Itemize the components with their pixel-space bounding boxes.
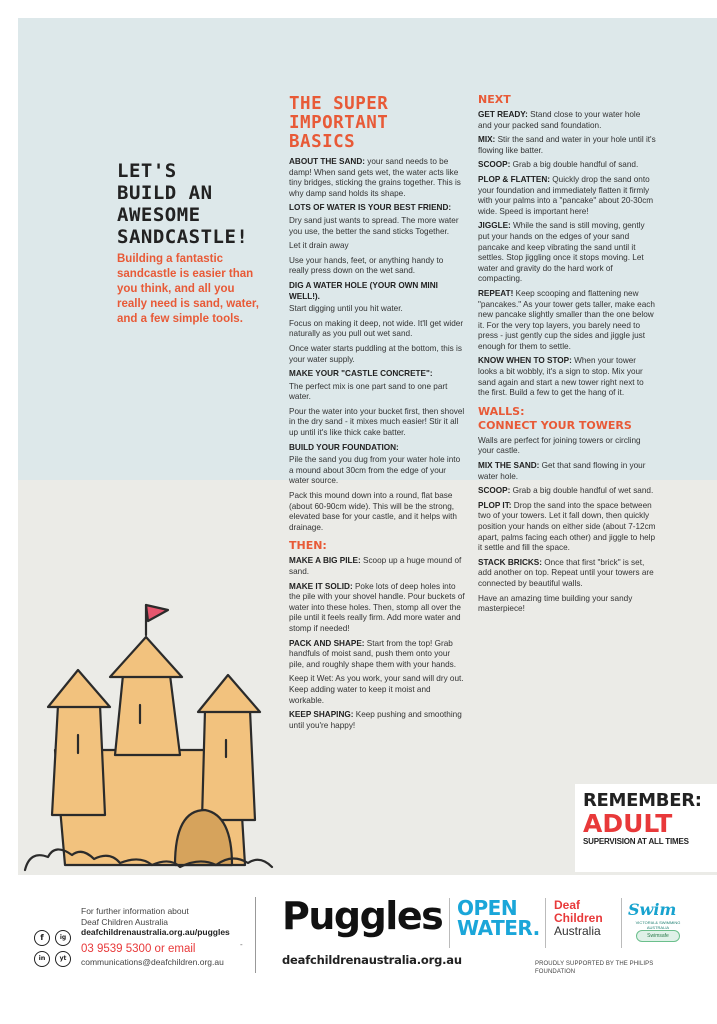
swim-word: Swim	[628, 900, 677, 919]
step-text: When your tower looks a bit wobbly, it's a sign to stop. Mix your sand again and start a new tower right next to the first. Build a few to get the hang of it.	[478, 356, 644, 398]
step	[478, 289, 656, 353]
step-label: MAKE A BIG PILE:	[289, 556, 361, 566]
footer-puggles-link[interactable]: deafchildrenaustralia.org.au/puggles	[81, 927, 230, 937]
step	[478, 110, 656, 131]
paragraph: Walls are perfect for joining towers or circling your castle.	[478, 435, 641, 456]
step-text: While the sand is still moving, gently put your hands on the edges of your sand pancake and keep vibrating the sand until it settles. Stop jiggling once it stops moving. Let water and gravity do the hard work of compacting.	[478, 221, 645, 284]
paragraph: Use your hands, feet, or anything handy to really press down on the wet sand.	[289, 255, 444, 276]
right-roof	[198, 675, 260, 712]
footer-dash: -	[240, 940, 243, 949]
logo-separator	[545, 898, 546, 948]
step-label: SCOOP:	[478, 160, 511, 170]
remember-adult: ADULT	[583, 809, 673, 838]
subheading: BUILD YOUR FOUNDATION:	[289, 442, 399, 452]
logo-separator	[449, 898, 450, 948]
next-heading: NEXT	[478, 93, 511, 106]
footer-phone[interactable]: 03 9539 5300 or email	[81, 943, 196, 955]
basics-heading-line: BASICS	[289, 132, 356, 152]
step-text: Keep pushing and smoothing until you're happy!	[289, 710, 462, 730]
swim-subtitle: VICTORIA & SWIMMING AUSTRALIA	[635, 920, 681, 930]
step	[478, 221, 656, 285]
then-heading: THEN:	[289, 539, 327, 553]
dca-line: Australia	[554, 924, 601, 938]
step-label: MAKE IT SOLID:	[289, 581, 353, 591]
step-text: Get that sand flowing in your water hole.	[478, 461, 646, 481]
column-basics	[289, 95, 465, 735]
step	[478, 175, 656, 217]
center-tower	[115, 675, 180, 755]
subheading: MAKE YOUR "CASTLE CONCRETE":	[289, 369, 433, 379]
paragraph: The perfect mix is one part sand to one part water.	[289, 381, 448, 402]
step-label: JIGGLE:	[478, 221, 511, 231]
remember-subtitle: SUPERVISION AT ALL TIMES	[583, 837, 689, 846]
basics-heading	[289, 95, 465, 152]
step-label: MIX:	[478, 135, 496, 145]
center-roof	[110, 637, 182, 677]
left-tower	[52, 705, 105, 815]
sandcastle-illustration	[20, 565, 275, 875]
intro-title-line: SANDCASTLE!	[117, 226, 249, 248]
step-label: SCOOP:	[478, 486, 511, 496]
paragraph: Keep it Wet: As you work, your sand will dry out. Keep adding water to keep it moist and workable.	[289, 674, 464, 705]
step-text: Start from the top! Grab handfuls of moist sand, push them onto your pile, and roughly shape them with your hands.	[289, 638, 457, 669]
dca-line: Deaf	[554, 898, 581, 912]
step-label: REPEAT!	[478, 288, 514, 298]
puggles-logo: Puggles	[282, 894, 443, 938]
step	[478, 160, 656, 171]
walls-heading-line: WALLS:	[478, 404, 525, 418]
step-text: Drop the sand into the space between two of your towers. Let it fall down, then quickly position your hands on either side (about 7-12cm apart, palms facing each other) and jiggle to help it settle and fill the space.	[478, 500, 656, 553]
paragraph: Have an amazing time building your sandy masterpiece!	[478, 593, 633, 614]
footer-info	[81, 906, 251, 938]
step-label: GET READY:	[478, 110, 528, 119]
step	[478, 486, 656, 497]
open-water-logo	[457, 896, 540, 948]
paragraph: Pack this mound down into a round, flat base (about 60-90cm wide). This will be the strong, elevated base for your castle, and it helps with drainage.	[289, 491, 457, 532]
paragraph: Focus on making it deep, not wide. It'll get wider naturally as you pull out wet sand.	[289, 318, 464, 339]
swimsafe-badge: Swimsafe	[636, 930, 680, 942]
step-text: Keep scooping and flattening new "pancakes." As your tower gets taller, make each new pancake slightly smaller than the one below it. For the very top layers, you barely need to press - just gently cup the sides and jiggle just enough for them to settle.	[478, 288, 655, 351]
walls-heading-line: CONNECT YOUR TOWERS	[478, 418, 632, 432]
paragraph-text: your sand needs to be damp! When sand gets wet, the water acts like tiny bridges, sticking the grains together. This is why damp sand holds its shape.	[289, 157, 461, 198]
step-label: PLOP IT:	[478, 500, 512, 510]
step-text: Stir the sand and water in your hole until it's flowing like batter.	[478, 135, 656, 155]
left-roof	[48, 670, 110, 707]
step	[478, 461, 656, 482]
step-label: STACK BRICKS:	[478, 557, 542, 567]
paragraph: Let it drain away	[289, 241, 349, 251]
step	[289, 556, 465, 577]
paragraph: Pour the water into your bucket first, then shovel in the dry sand - it mixes much easier! Stir it all up until it's like thick cake batter.	[289, 406, 465, 438]
paragraph: Start digging until you hit water.	[289, 304, 403, 314]
step	[478, 356, 656, 398]
step-text: Scoop up a huge mound of sand.	[289, 556, 462, 576]
deaf-children-australia-logo	[554, 899, 620, 938]
intro-title-line: LET'S	[117, 160, 177, 182]
walls-heading	[478, 405, 656, 433]
step-label: MIX THE SAND:	[478, 461, 540, 471]
intro-block	[117, 160, 277, 327]
dca-line: Children	[554, 911, 603, 925]
step-label: PACK AND SHAPE:	[289, 638, 365, 648]
basics-heading-line: IMPORTANT	[289, 113, 389, 133]
step-text: Stand close to your water hole and your packed sand foundation.	[478, 110, 641, 130]
step	[478, 558, 656, 590]
footer-info-line: Deaf Children Australia	[81, 916, 168, 927]
step	[289, 582, 465, 635]
paragraph: Dry sand just wants to spread. The more water you use, the better the sand sticks Together.	[289, 215, 459, 236]
step-label: KNOW WHEN TO STOP:	[478, 356, 572, 366]
right-tower	[202, 710, 255, 820]
step-text: Quickly drop the sand onto your foundation and immediately flatten it firmly with your palms into a "pancake" about 20-30cm wide. Speed is important here!	[478, 174, 654, 216]
open-water-line: WATER.	[457, 916, 540, 940]
subheading: DIG A WATER HOLE (YOUR OWN MINI WELL!).	[289, 280, 438, 301]
footer-info-line: For further information about	[81, 906, 189, 916]
column-next	[478, 93, 656, 619]
footer-email[interactable]: communications@deafchildren.org.au	[81, 957, 224, 967]
step-text: Once that first "brick" is set, add another on top. Repeat until your towers are connected by beautiful walls.	[478, 557, 654, 588]
step	[478, 135, 656, 156]
subheading: LOTS OF WATER IS YOUR BEST FRIEND:	[289, 203, 452, 213]
youtube-icon[interactable]: yt	[55, 951, 71, 967]
swim-victoria-logo	[626, 900, 690, 948]
footer-divider	[255, 897, 256, 973]
linkedin-icon[interactable]: in	[34, 951, 50, 967]
footer-support: PROUDLY SUPPORTED BY THE PHILIPS FOUNDATION	[535, 961, 654, 975]
intro-title	[117, 160, 277, 248]
paragraph: Once water starts puddling at the bottom, this is your water supply.	[289, 343, 462, 364]
step	[478, 501, 656, 554]
open-water-line: OPEN	[457, 896, 518, 920]
flag	[146, 605, 168, 621]
basics-heading-line: THE SUPER	[289, 94, 389, 114]
paragraph	[289, 157, 465, 199]
paragraph-label: ABOUT THE SAND:	[289, 157, 365, 166]
step-text: Grab a big double handful of wet sand.	[510, 486, 654, 496]
step-label: PLOP & FLATTEN:	[478, 174, 551, 184]
step	[289, 639, 465, 671]
step-text: Grab a big double handful of sand.	[510, 160, 639, 170]
instagram-icon[interactable]: ig	[55, 930, 71, 946]
step-text: Poke lots of deep holes into the pile with your shovel handle. Pour buckets of water into these holes. Then, stomp all over the pile until it feels really firm. Add more water and stomp if needed!	[289, 581, 465, 633]
remember-title: REMEMBER:	[583, 790, 702, 811]
paragraph: Pile the sand you dug from your water hole into a mound about 30cm from the edge of your water source.	[289, 455, 461, 486]
facebook-icon[interactable]: f	[34, 930, 50, 946]
intro-title-line: BUILD AN	[117, 182, 213, 204]
remember-box	[575, 784, 717, 872]
intro-title-line: AWESOME	[117, 204, 201, 226]
intro-text: Building a fantastic sandcastle is easier than you think, and all you really need is sand, water, and a few simple tools.	[117, 253, 259, 325]
step-label: KEEP SHAPING:	[289, 710, 354, 720]
footer-site-url[interactable]: deafchildrenaustralia.org.au	[282, 953, 462, 967]
step	[289, 710, 465, 731]
logo-separator	[621, 898, 622, 948]
